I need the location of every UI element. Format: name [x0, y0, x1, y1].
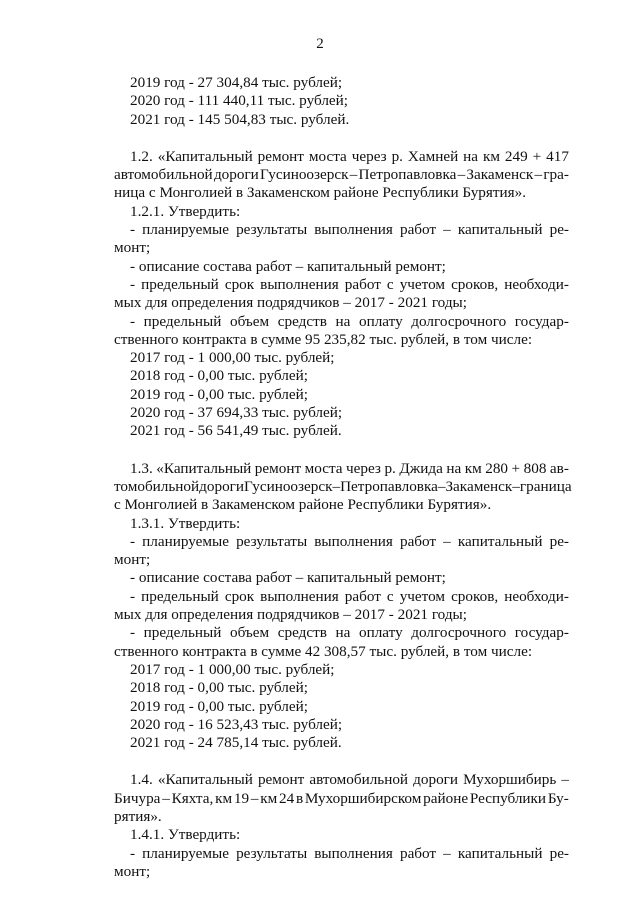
text-line: 2021 год - 145 504,83 тыс. рублей.: [130, 110, 350, 128]
paragraph-gap: [114, 441, 569, 460]
text-line: 2021 год - 56 541,49 тыс. рублей.: [130, 422, 342, 440]
text-line: 2018 год - 0,00 тыс. рублей;: [130, 367, 308, 385]
document-body: [114, 74, 572, 881]
text-line: ственного контракта в сумме 42 308,57 тыс. рублей, в том числе:: [114, 642, 533, 660]
text-line: 2017 год - 1 000,00 тыс. рублей;: [130, 660, 335, 678]
text-line: монт;: [114, 862, 151, 880]
text-line: 2020 год - 37 694,33 тыс. рублей;: [130, 404, 343, 422]
text-line: - описание состава работ – капитальный ремонт;: [130, 257, 446, 275]
text-line: мых для определения подрядчиков – 2017 - 2021 годы;: [114, 606, 467, 624]
text-line: 1.4.1. Утвердить:: [130, 826, 241, 844]
text-line: 2019 год - 0,00 тыс. рублей;: [130, 697, 308, 715]
text-line: 1.2. «Капитальный ремонт моста через р. Хамней на км 249 + 417: [130, 147, 569, 165]
text-line: монт;: [114, 551, 151, 569]
text-line: - предельный срок выполнения работ с учетом сроков, необходи-: [130, 275, 569, 293]
text-line: - планируемые результаты выполнения работ – капитальный ре-: [130, 844, 569, 862]
page-number: 2: [316, 36, 324, 52]
text-line: 2021 год - 24 785,14 тыс. рублей.: [130, 734, 342, 752]
text-line: мых для определения подрядчиков – 2017 - 2021 годы;: [114, 294, 467, 312]
text-line: автомобильной дороги Гусиноозерск – Петропавловка – Закаменск – гра-: [114, 166, 569, 184]
text-line: 1.2.1. Утвердить:: [130, 202, 241, 220]
text-line: 2020 год - 111 440,11 тыс. рублей;: [130, 92, 348, 110]
text-line: 2017 год - 1 000,00 тыс. рублей;: [130, 349, 335, 367]
paragraph-gap: [114, 752, 569, 771]
text-line: 2020 год - 16 523,43 тыс. рублей;: [130, 715, 343, 733]
text-line: - описание состава работ – капитальный ремонт;: [130, 569, 446, 587]
text-line: томобильной дороги Гусиноозерск – Петропавловка – Закаменск – граница: [114, 477, 572, 495]
text-line: 2019 год - 0,00 тыс. рублей;: [130, 385, 308, 403]
text-line: - предельный объем средств на оплату долгосрочного государ-: [130, 624, 569, 642]
text-line: 1.3. «Капитальный ремонт моста через р. Джида на км 280 + 808 ав-: [130, 459, 569, 477]
text-line: ственного контракта в сумме 95 235,82 тыс. рублей, в том числе:: [114, 330, 533, 348]
text-line: - планируемые результаты выполнения работ – капитальный ре-: [130, 221, 569, 239]
text-line: Бичура – Кяхта, км 19 – км 24 в Мухоршибирском районе Республики Бу-: [114, 789, 569, 807]
text-line: 2019 год - 27 304,84 тыс. рублей;: [130, 74, 343, 91]
text-line: 2018 год - 0,00 тыс. рублей;: [130, 679, 308, 697]
text-line: - предельный объем средств на оплату долгосрочного государ-: [130, 312, 569, 330]
text-line: с Монголией в Закаменском районе Республики Бурятия».: [114, 496, 492, 514]
text-line: 1.3.1. Утвердить:: [130, 514, 241, 532]
text-line: рятия».: [114, 807, 162, 825]
text-line: - планируемые результаты выполнения работ – капитальный ре-: [130, 532, 569, 550]
text-line: - предельный срок выполнения работ с учетом сроков, необходи-: [130, 587, 569, 605]
text-line: 1.4. «Капитальный ремонт автомобильной дороги Мухоршибирь –: [130, 771, 569, 789]
text-line: ница с Монголией в Закаменском районе Республики Бурятия».: [114, 184, 527, 202]
paragraph-gap: [114, 129, 569, 148]
text-line: монт;: [114, 239, 151, 257]
